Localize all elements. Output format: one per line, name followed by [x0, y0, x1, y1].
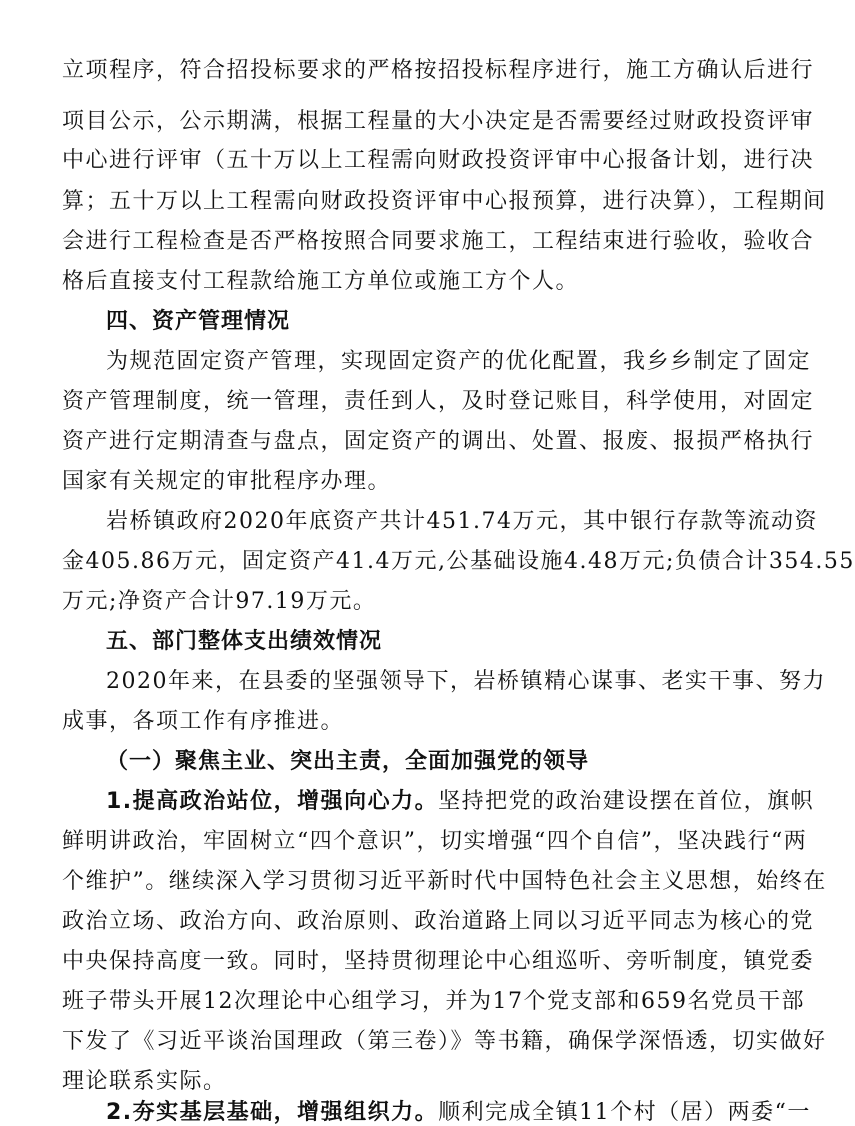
text-line: 班子带头开展12次理论中心组学习，并为17个党支部和659名党员干部 — [62, 989, 805, 1014]
text-line: 会进行工程检查是否严格按照合同要求施工，工程结束进行验收，验收合 — [62, 229, 815, 254]
text-line: 金405.86万元，固定资产41.4万元,公基础设施4.48万元;负债合计354.55 — [62, 549, 855, 574]
text-line: 格后直接支付工程款给施工方单位或施工方个人。 — [62, 269, 580, 294]
paragraph-text: 坚持把党的政治建设摆在首位，旗帜 — [438, 789, 815, 814]
text-line: 中央保持高度一致。同时，坚持贯彻理论中心组巡听、旁听制度，镇党委 — [62, 949, 815, 974]
section-heading: 五、部门整体支出绩效情况 — [106, 629, 383, 654]
paragraph-lead: 2.夯实基层基础，增强组织力。 — [106, 1100, 439, 1125]
section-heading: 四、资产管理情况 — [106, 309, 291, 334]
text-line: 资产管理制度，统一管理，责任到人，及时登记账目，科学使用，对固定 — [62, 389, 815, 414]
text-line: 立项程序，符合招投标要求的严格按招投标程序进行，施工方确认后进行 — [62, 58, 815, 83]
text-line: 算；五十万以上工程需向财政投资评审中心报预算，进行决算），工程期间 — [62, 189, 827, 214]
text-line: 万元;净资产合计97.19万元。 — [62, 589, 377, 614]
text-line: 个维护”。继续深入学习贯彻习近平新时代中国特色社会主义思想，始终在 — [62, 869, 827, 894]
text-line: 岩桥镇政府2020年底资产共计451.74万元，其中银行存款等流动资 — [106, 509, 818, 534]
paragraph-first-line — [106, 789, 815, 815]
text-line: 中心进行评审（五十万以上工程需向财政投资评审中心报备计划，进行决 — [62, 148, 815, 173]
paragraph-lead: 1.提高政治站位，增强向心力。 — [106, 789, 439, 814]
paragraph-text: 顺利完成全镇11个村（居）两委“一 — [438, 1100, 811, 1125]
text-line: 资产进行定期清查与盘点，固定资产的调出、处置、报废、报损严格执行 — [62, 429, 815, 454]
text-line: 为规范固定资产管理，实现固定资产的优化配置，我乡乡制定了固定 — [106, 349, 812, 374]
text-line: 下发了《习近平谈治国理政（第三卷）》等书籍，确保学深悟透，切实做好 — [62, 1029, 827, 1054]
text-line: 项目公示，公示期满，根据工程量的大小决定是否需要经过财政投资评审 — [62, 109, 815, 134]
text-line: 成事，各项工作有序推进。 — [62, 709, 345, 734]
text-line: 理论联系实际。 — [62, 1069, 227, 1094]
subsection-heading: （一）聚焦主业、突出主责，全面加强党的领导 — [106, 749, 590, 774]
text-line: 鲜明讲政治，牢固树立“四个意识”，切实增强“四个自信”，坚决践行“两 — [62, 829, 808, 854]
paragraph-first-line — [106, 1100, 811, 1125]
text-line: 国家有关规定的审批程序办理。 — [62, 469, 392, 494]
text-line: 政治立场、政治方向、政治原则、政治道路上同以习近平同志为核心的党 — [62, 909, 815, 934]
text-line: 2020年来，在县委的坚强领导下，岩桥镇精心谋事、老实干事、努力 — [106, 669, 826, 694]
